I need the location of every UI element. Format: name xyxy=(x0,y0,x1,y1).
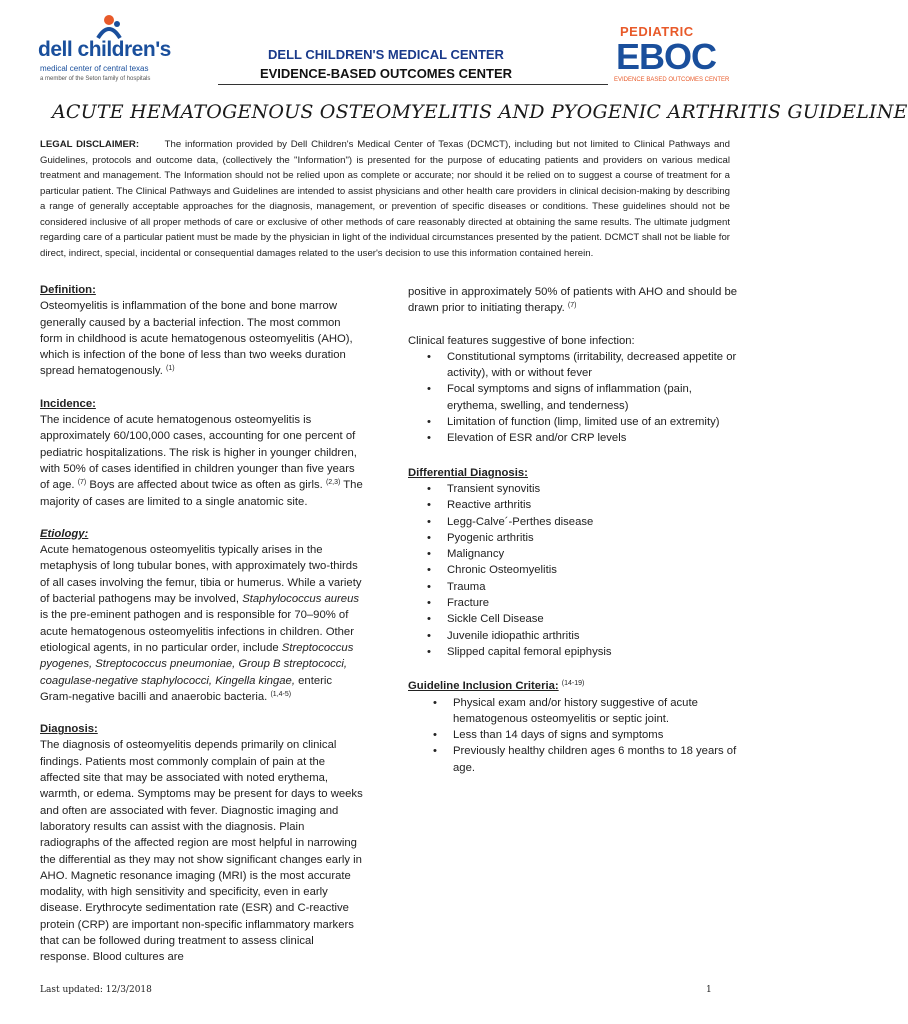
list-item: • Pyogenic arthritis xyxy=(408,530,738,546)
header-center-subtitle: EVIDENCE-BASED OUTCOMES CENTER xyxy=(259,66,513,81)
list-item: • Chronic Osteomyelitis xyxy=(408,562,738,578)
list-item: • Sickle Cell Disease xyxy=(408,611,738,627)
right-column xyxy=(408,284,738,776)
dell-childrens-logo xyxy=(38,14,171,84)
list-item: • Physical exam and/or history suggestive of acute hematogenous osteomyelitis or septic joint. xyxy=(408,695,738,728)
etiology-section xyxy=(40,526,365,705)
diagnosis-section xyxy=(40,721,365,965)
list-item: • Juvenile idiopathic arthritis xyxy=(408,628,738,644)
logo-name: dell children's xyxy=(38,38,171,61)
inclusion-list xyxy=(408,695,738,776)
definition-text: Osteomyelitis is inflammation of the bone and bone marrow generally caused by a bacterial infection. The most common form in childhood is acute hematogenous osteomyelitis (AHO), which is infection of the bone of less than two weeks duration spread hematogenously. $^{(1)}$ xyxy=(40,300,353,378)
incidence-heading: Incidence: xyxy=(40,397,96,410)
logo-tagline: a member of the Seton family of hospitals xyxy=(40,76,151,82)
clinical-features-list xyxy=(408,349,738,447)
page-number: 1 xyxy=(706,985,712,995)
definition-heading: Definition: xyxy=(40,284,96,296)
header-center-name: DELL CHILDREN'S MEDICAL CENTER xyxy=(268,47,504,62)
diagnosis-text: The diagnosis of osteomyelitis depends primarily on clinical findings. Patients most commonly complain of pain at the affected site that may be associated with noted erythema, warmth, or edema. Symptoms may be present for days to weeks and often are associated with fever. Diagnostic imaging and laboratory results can assist with the diagnosis. Plain radiographs of the affected region are most helpful in narrowing the differential as they may not show significant changes early in AHO. Magnetic resonance imaging (MRI) is the most accurate modality, with high sensitivity and specificity, even in early disease. Erythrocyte sedimentation rate (ESR) and C-reactive protein (CRP) are important non-specific inflammatory markers that can be followed during treatment to assess clinical response. Blood cultures are xyxy=(40,739,363,964)
differential-section xyxy=(408,465,738,661)
logo-subtitle: medical center of central texas xyxy=(40,64,149,73)
differential-list xyxy=(408,481,738,660)
list-item: • Reactive arthritis xyxy=(408,497,738,513)
list-item: • Elevation of ESR and/or CRP levels xyxy=(408,430,738,446)
eboc-logo-top: PEDIATRIC xyxy=(620,24,694,39)
list-item: • Limitation of function (limp, limited use of an extremity) xyxy=(408,414,738,430)
inclusion-heading: Guideline Inclusion Criteria: xyxy=(408,680,559,693)
clinical-features-intro: Clinical features suggestive of bone infection: xyxy=(408,334,635,347)
clinical-features-section xyxy=(408,333,738,447)
list-item: • Focal symptoms and signs of inflammation (pain, erythema, swelling, and tenderness) xyxy=(408,381,738,414)
eboc-logo xyxy=(612,24,742,88)
eboc-logo-sub: EVIDENCE BASED OUTCOMES CENTER xyxy=(614,77,730,83)
list-item: • Transient synovitis xyxy=(408,481,738,497)
inclusion-heading-row xyxy=(408,678,738,694)
list-item: • Fracture xyxy=(408,595,738,611)
diagnosis-heading: Diagnosis: xyxy=(40,723,98,736)
disclaimer-label: LEGAL DISCLAIMER: xyxy=(40,139,140,150)
differential-heading: Differential Diagnosis: xyxy=(408,466,528,479)
inclusion-ref: (14-19) xyxy=(561,680,585,688)
inclusion-section xyxy=(408,678,738,776)
etiology-text: Acute hematogenous osteomyelitis typically arises in the metaphysis of long tubular bones, with approximately two-thirds of all cases involving the femur, tibia or humerus. While a variety of bacterial pathogens may be involved, Staphylococcus aureus is the pre-eminent pathogen and is responsible for 70–90% of acute hematogenous osteomyelitis infections in children. Other etiological agents, in no particular order, include Streptococcus pyogenes, Streptococcus pneumoniae, Group B streptococci, coagulase-negative staphylococci, Kingella kingae, enteric Gram-negative bacilli and anaerobic bacteria. $^{(1,4-5)}$ xyxy=(40,544,362,703)
etiology-heading: Etiology: xyxy=(40,527,89,540)
header-divider xyxy=(218,84,608,85)
left-column xyxy=(40,282,365,966)
incidence-text: The incidence of acute hematogenous osteomyelitis is approximately 60/100,000 cases, accounting for one percent of pediatric hospitalizations. The risk is higher in younger children, with 50% of cases identified in children younger than five years of age. $^{(7)}$ Boys are affected about twice as often as girls. $^{(2,3)}$ The majority of cases are limited to a single anatomic site. xyxy=(40,414,363,508)
list-item: • Slipped capital femoral epiphysis xyxy=(408,644,738,660)
eboc-logo-mark: EBOC xyxy=(616,36,717,77)
list-item: • Constitutional symptoms (irritability, decreased appetite or activity), with or without fever xyxy=(408,349,738,382)
definition-section xyxy=(40,282,365,380)
incidence-section xyxy=(40,396,365,510)
last-updated: Last updated: 12/3/2018 xyxy=(40,985,152,995)
list-item: • Previously healthy children ages 6 months to 18 years of age. xyxy=(408,743,738,776)
list-item: • Malignancy xyxy=(408,546,738,562)
diagnosis-continued: positive in approximately 50% of patients with AHO and should be drawn prior to initiating therapy. $^{(7)}$ xyxy=(408,286,738,315)
document-title: ACUTE HEMATOGENOUS OSTEOMYELITIS AND PYOGENIC ARTHRITIS GUIDELINE xyxy=(52,101,908,123)
legal-disclaimer xyxy=(40,137,730,261)
disclaimer-text: The information provided by Dell Children's Medical Center of Texas (DCMCT), including but not limited to Clinical Pathways and Guidelines, protocols and outcome data, (collectively the "Information") is presented for the purpose of educating patients and providers on various medical treatment and management. The Information should not be relied upon as complete or accurate; nor should it be relied on to suggest a course of treatment for a particular patient. The Clinical Pathways and Guidelines are intended to assist physicians and other health care providers in clinical decision-making by describing a range of generally acceptable approaches for the diagnosis, management, or prevention of specific diseases or conditions. These guidelines should not be considered inclusive of all proper methods of care or exclusive of other methods of care reasonably directed at obtaining the same results. The ultimate judgment regarding care of a particular patient must be made by the physician in light of the individual circumstances presented by the patient. DCMCT shall not be liable for direct, indirect, special, incidental or consequential damages related to the user's decision to use this information contained herein. xyxy=(40,139,730,259)
list-item: • Legg-Calve´-Perthes disease xyxy=(408,514,738,530)
logo-figure-icon xyxy=(94,14,124,40)
list-item: • Trauma xyxy=(408,579,738,595)
definition-ref: (1) xyxy=(166,365,175,373)
list-item: • Less than 14 days of signs and symptoms xyxy=(408,727,738,743)
